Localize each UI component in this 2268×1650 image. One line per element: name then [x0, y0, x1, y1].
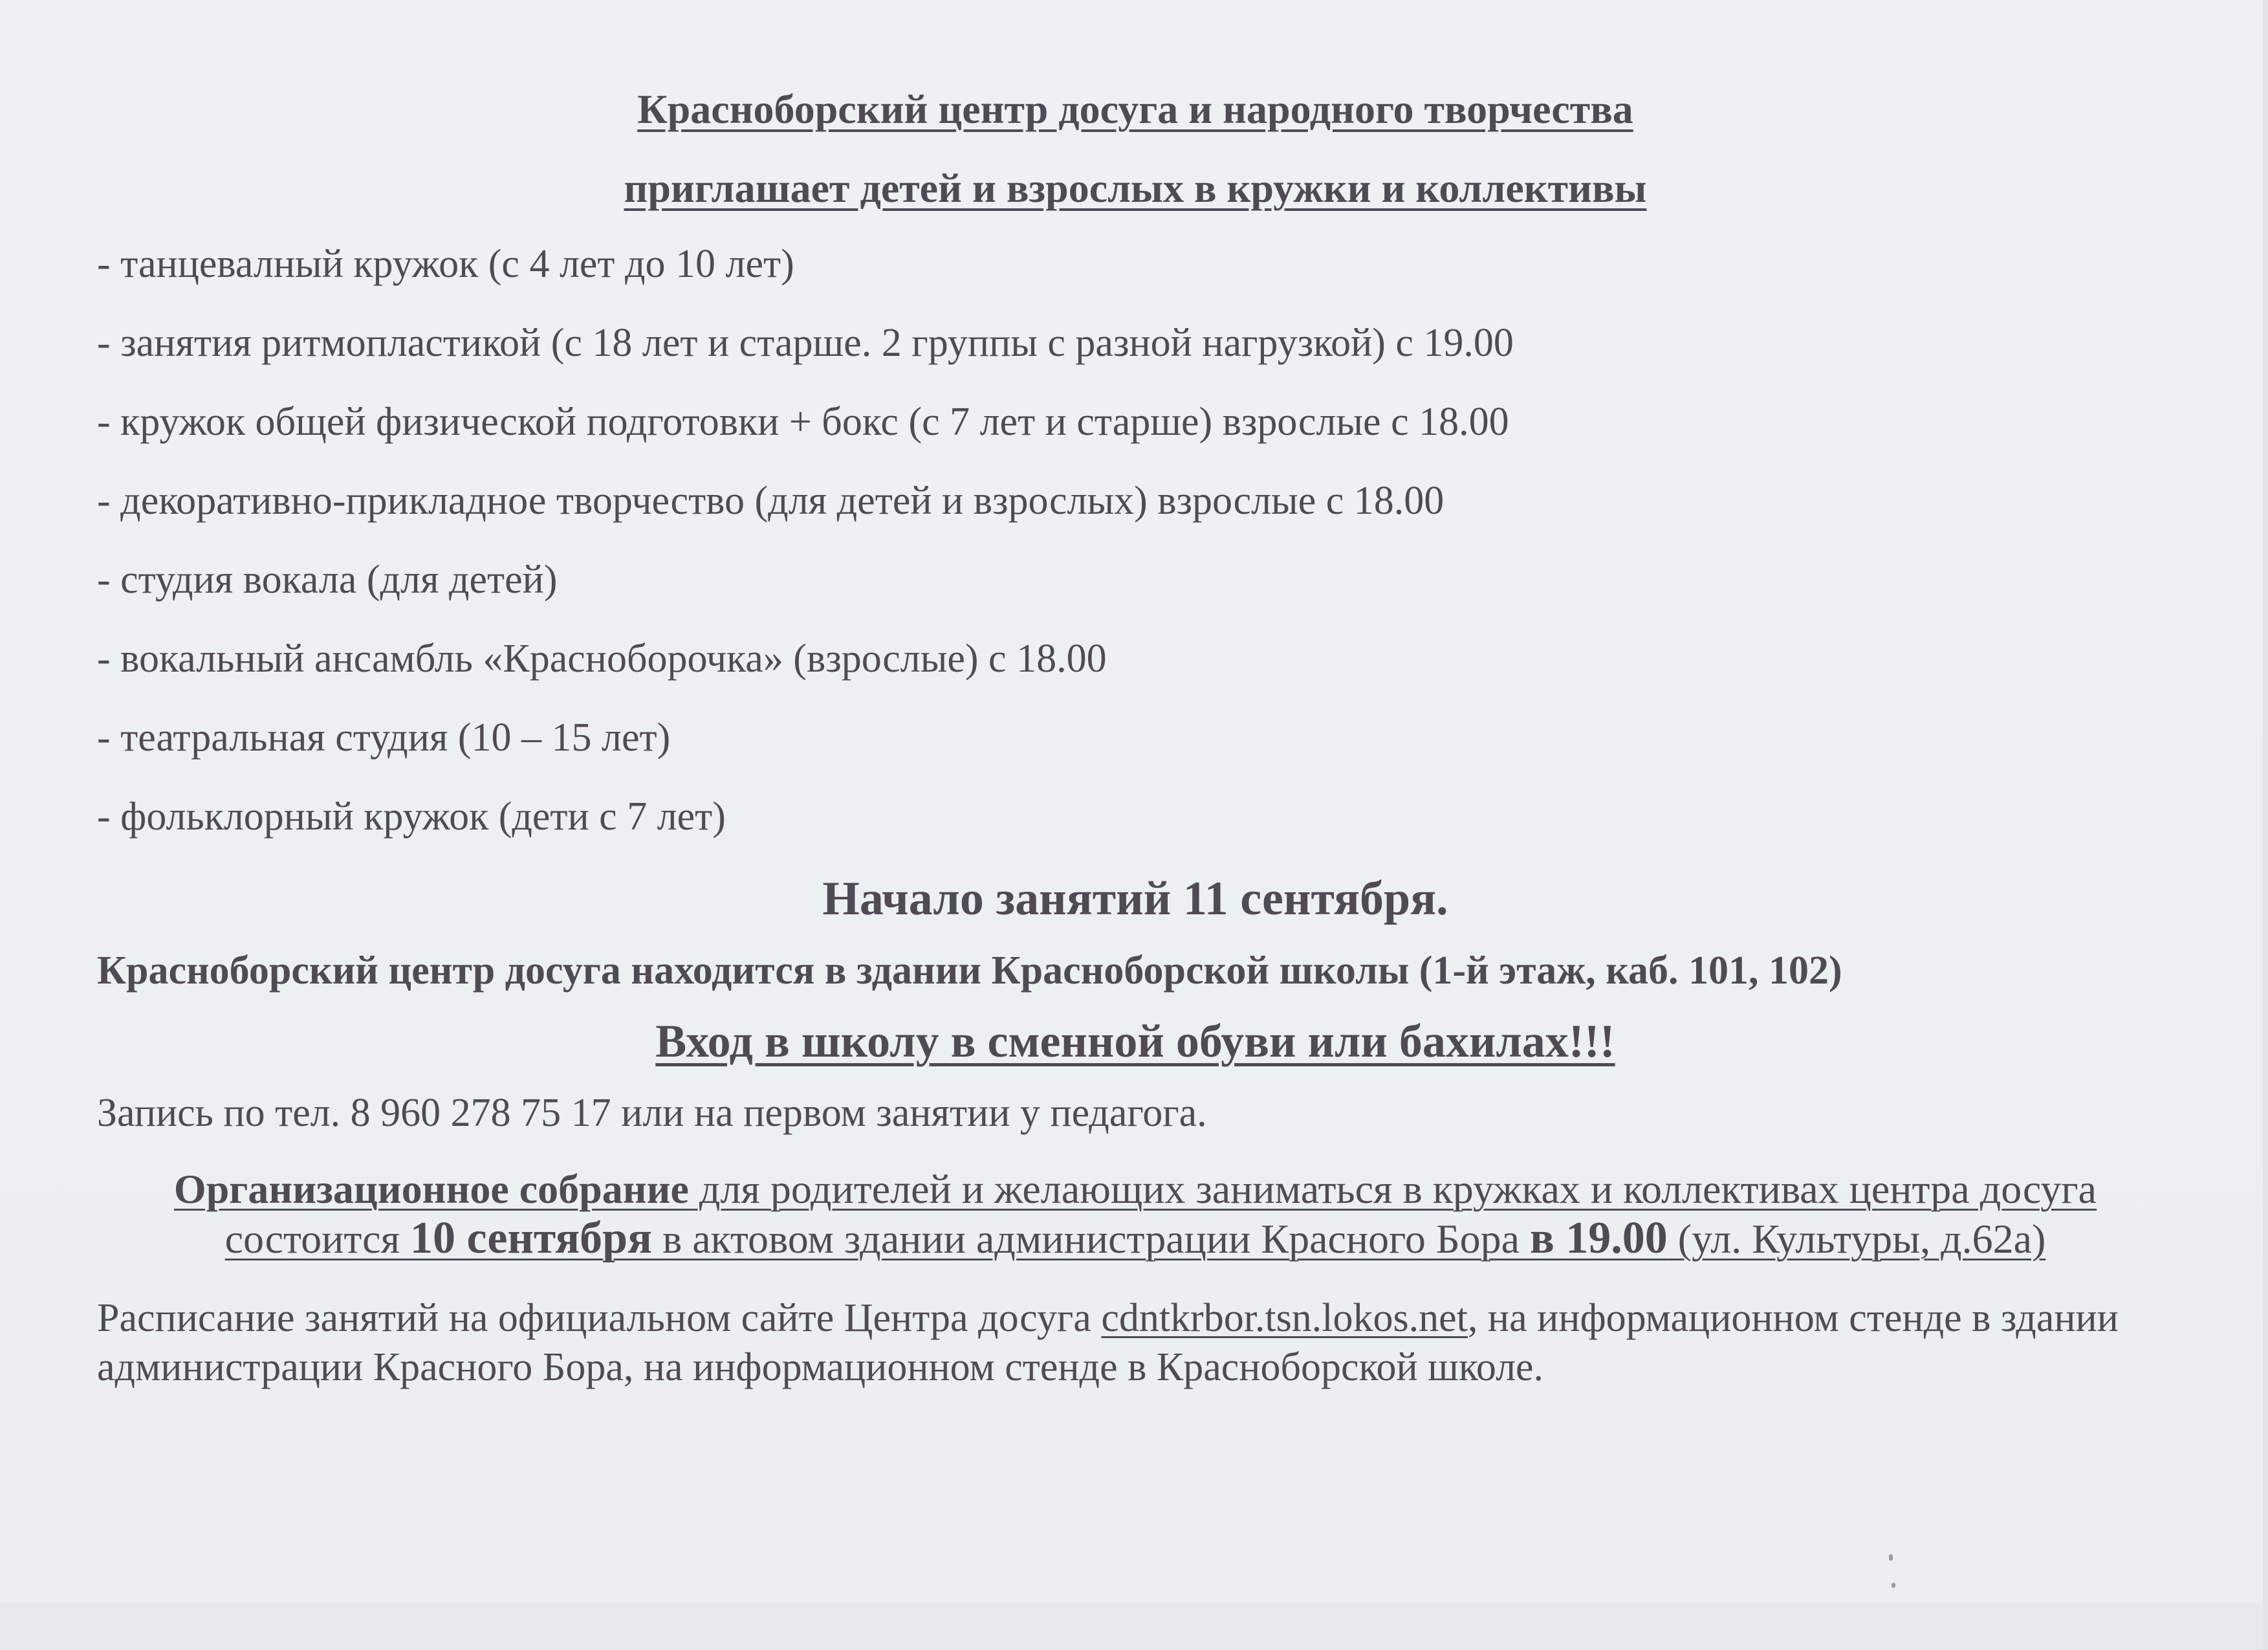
list-item: - занятия ритмопластикой (с 18 лет и старше. 2 группы с разной нагрузкой) с 19.00: [97, 321, 1514, 365]
schedule-info: [97, 1293, 2174, 1392]
scan-right-edge: [2263, 0, 2268, 1650]
meeting-text-1: для родителей и желающих заниматься в кружках и коллективах центра досуга состоится: [224, 1166, 2097, 1262]
scan-speck: [1892, 1583, 1895, 1588]
meeting-notice: [97, 1165, 2174, 1264]
meeting-time: в 19.00: [1529, 1213, 1668, 1263]
list-item: - театральная студия (10 – 15 лет): [97, 716, 671, 760]
list-item: - декоративно-прикладное творчество (для детей и взрослых) взрослые с 18.00: [97, 479, 1445, 523]
scan-bottom-edge: [0, 1603, 2268, 1650]
header-line-1: Красноборский центр досуга и народного творчества: [637, 86, 1633, 132]
document-body: [97, 84, 2174, 1392]
schedule-text-1: Расписание занятий на официальном сайте Центра досуга: [97, 1296, 1102, 1340]
list-item: - студия вокала (для детей): [97, 558, 558, 602]
entry-warning: Вход в школу в сменной обуви или бахилах!!!: [655, 1015, 1615, 1067]
location-note: Красноборский центр досуга находится в здании Красноборской школы (1-й этаж, каб. 101, 102): [97, 949, 1842, 993]
list-item: - танцевалный кружок (с 4 лет до 10 лет): [97, 242, 794, 286]
meeting-text-2: в актовом здании администрации Красного Бора: [651, 1216, 1530, 1262]
website-link[interactable]: cdntkrbor.tsn.lokos.net: [1101, 1296, 1468, 1340]
meeting-date: 10 сентября: [410, 1213, 652, 1263]
activity-list: [97, 239, 2174, 841]
scan-speck: [1889, 1554, 1893, 1561]
meeting-text-3: (ул. Культуры, д.62а): [1667, 1216, 2046, 1262]
meeting-title: Организационное собрание: [173, 1166, 689, 1212]
schedule-text-2: , на информационном стенде в здании администрации Красного Бора, на информационном стенде в Красноборской школе.: [97, 1296, 2119, 1389]
list-item: - вокальный ансамбль «Красноборочка» (взрослые) с 18.00: [97, 637, 1107, 681]
start-date: Начало занятий 11 сентября.: [822, 872, 1448, 925]
list-item: - фольклорный кружок (дети с 7 лет): [97, 795, 726, 839]
list-item: - кружок общей физической подготовки + бокс (с 7 лет и старше) взрослые с 18.00: [97, 400, 1509, 444]
signup-info: Запись по тел. 8 960 278 75 17 или на первом занятии у педагога.: [97, 1091, 1207, 1135]
header-line-2: приглашает детей и взрослых в кружки и коллективы: [624, 165, 1647, 211]
